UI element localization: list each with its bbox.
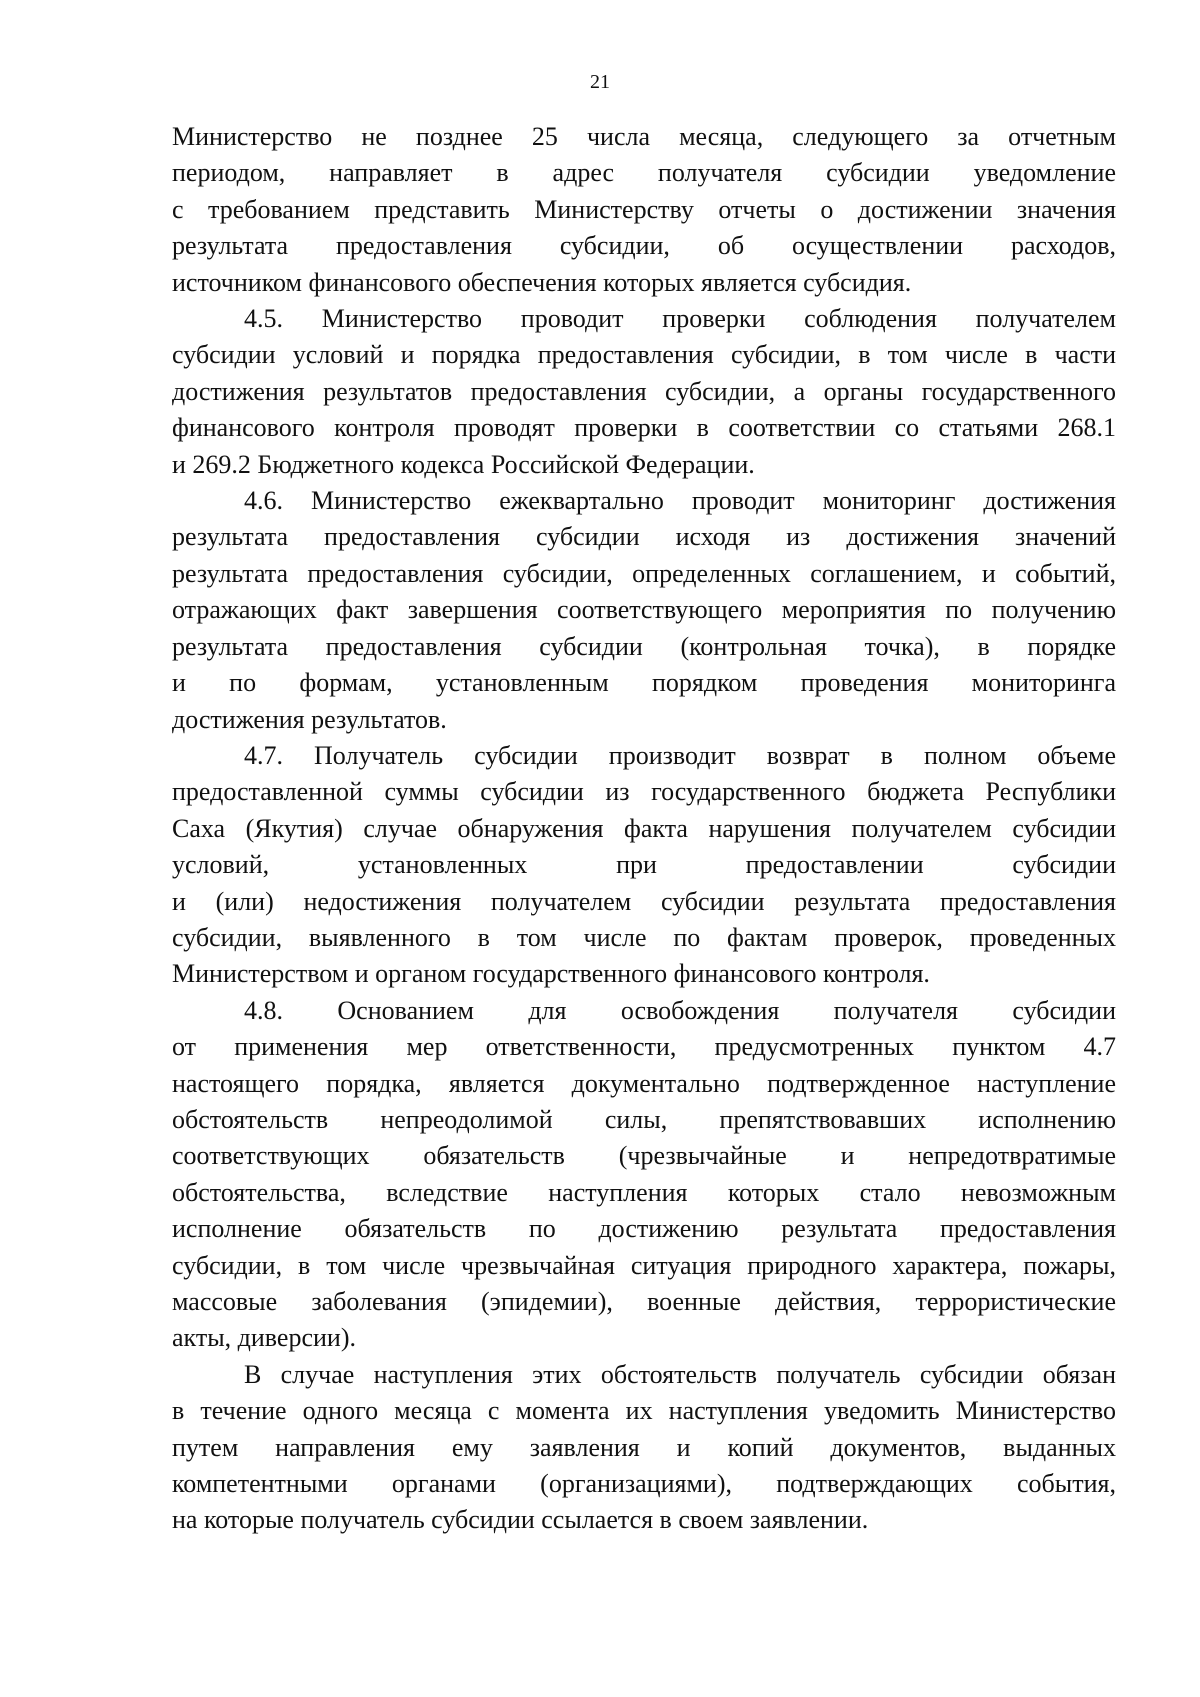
text-line: субсидии, в том числе чрезвычайная ситуация природного характера, пожары, bbox=[172, 1250, 1116, 1280]
text-line: отражающих факт завершения соответствующего мероприятия по получению bbox=[172, 595, 1116, 625]
text-line: результата предоставления субсидии (контрольная точка), в порядке bbox=[172, 631, 1116, 661]
paragraph-4-6 bbox=[172, 483, 1116, 738]
text-line: субсидии условий и порядка предоставления субсидии, в том числе в части bbox=[172, 340, 1116, 370]
paragraph-4-8 bbox=[172, 993, 1116, 1357]
text-line: источником финансового обеспечения которых является субсидия. bbox=[172, 267, 912, 297]
text-line: настоящего порядка, является документально подтвержденное наступление bbox=[172, 1068, 1116, 1098]
text-line: периодом, направляет в адрес получателя субсидии уведомление bbox=[172, 158, 1116, 188]
text-line: массовые заболевания (эпидемии), военные действия, террористические bbox=[172, 1287, 1116, 1316]
paragraph-4-7 bbox=[172, 738, 1116, 993]
text-line: Министерство не позднее 25 числа месяца, следующего за отчетным bbox=[172, 122, 1116, 151]
text-line: обстоятельств непреодолимой силы, препятствовавших исполнению bbox=[172, 1104, 1116, 1134]
text-line: результата предоставления субсидии, об осуществлении расходов, bbox=[172, 231, 1116, 261]
text-line: и 269.2 Бюджетного кодекса Российской Федерации. bbox=[172, 449, 755, 479]
text-line: путем направления ему заявления и копий документов, выданных bbox=[172, 1432, 1116, 1462]
text-line: достижения результатов предоставления субсидии, а органы государственного bbox=[172, 376, 1116, 406]
page-number: 21 bbox=[590, 71, 610, 93]
text-line: на которые получатель субсидии ссылается в своем заявлении. bbox=[172, 1505, 869, 1535]
text-line: финансового контроля проводят проверки в соответствии со статьями 268.1 bbox=[172, 413, 1116, 443]
text-line: с требованием представить Министерству отчеты о достижении значения bbox=[172, 194, 1116, 224]
text-line: компетентными органами (организациями), подтверждающих события, bbox=[172, 1469, 1116, 1499]
text-line: условий, установленных при предоставлении субсидии bbox=[172, 850, 1116, 880]
text-line: В случае наступления этих обстоятельств получатель субсидии обязан bbox=[244, 1359, 1116, 1389]
text-line: результата предоставления субсидии исходя из достижения значений bbox=[172, 522, 1116, 552]
text-line: соответствующих обязательств (чрезвычайные и непредотвратимые bbox=[172, 1141, 1116, 1171]
paragraph-4-5 bbox=[172, 301, 1116, 483]
text-line: от применения мер ответственности, предусмотренных пунктом 4.7 bbox=[172, 1032, 1116, 1062]
text-line: 4.8. Основанием для освобождения получателя субсидии bbox=[244, 995, 1116, 1025]
text-line: и по формам, установленным порядком проведения мониторинга bbox=[172, 668, 1116, 698]
text-line: исполнение обязательств по достижению результата предоставления bbox=[172, 1214, 1116, 1244]
paragraph-force-majeure-notice bbox=[172, 1357, 1116, 1539]
text-line: результата предоставления субсидии, определенных соглашением, и событий, bbox=[172, 558, 1116, 588]
text-line: субсидии, выявленного в том числе по фактам проверок, проведенных bbox=[172, 922, 1116, 952]
text-line: предоставленной суммы субсидии из государственного бюджета Республики bbox=[172, 777, 1116, 807]
text-line: Министерством и органом государственного финансового контроля. bbox=[172, 959, 930, 989]
text-line: Саха (Якутия) случае обнаружения факта нарушения получателем субсидии bbox=[172, 813, 1116, 843]
text-line: в течение одного месяца с момента их наступления уведомить Министерство bbox=[172, 1396, 1116, 1426]
text-line: 4.7. Получатель субсидии производит возврат в полном объеме bbox=[244, 740, 1116, 770]
paragraph-intro bbox=[172, 119, 1116, 301]
text-line: 4.6. Министерство ежеквартально проводит мониторинг достижения bbox=[244, 486, 1116, 516]
text-line: акты, диверсии). bbox=[172, 1323, 356, 1353]
text-line: обстоятельства, вследствие наступления которых стало невозможным bbox=[172, 1177, 1116, 1207]
text-line: 4.5. Министерство проводит проверки соблюдения получателем bbox=[244, 304, 1116, 334]
document-body bbox=[172, 119, 1116, 1539]
text-line: достижения результатов. bbox=[172, 704, 447, 734]
text-line: и (или) недостижения получателем субсидии результата предоставления bbox=[172, 886, 1116, 916]
